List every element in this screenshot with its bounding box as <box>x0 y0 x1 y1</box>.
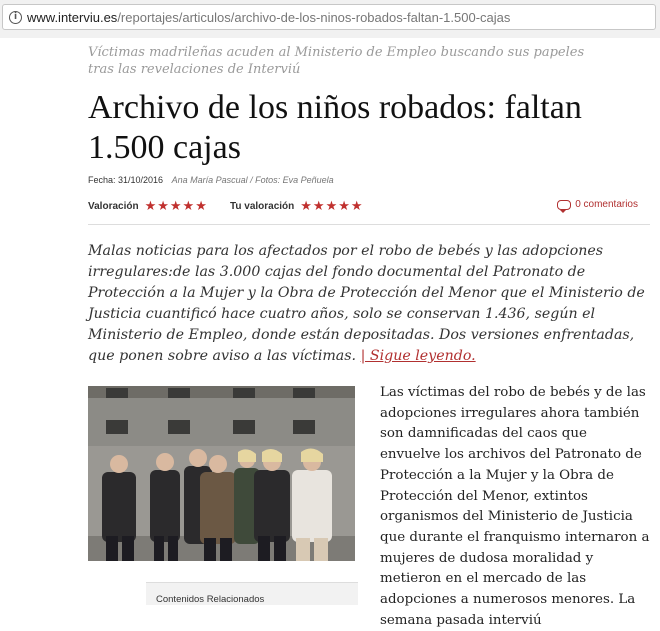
url-path: /reportajes/articulos/archivo-de-los-ninos-robados-faltan-1.500-cajas <box>117 9 511 25</box>
comments-link[interactable] <box>557 199 638 210</box>
url-text[interactable] <box>27 10 510 25</box>
article-photo <box>88 386 355 561</box>
article-meta <box>88 175 334 185</box>
article-lead <box>88 241 653 367</box>
article-author: Ana María Pascual / Fotos: Eva Peñuela <box>171 175 334 185</box>
user-rating-label: Tu valoración <box>230 201 295 212</box>
address-bar[interactable] <box>2 4 656 30</box>
read-more-link[interactable]: | Sigue leyendo. <box>360 348 476 364</box>
lead-text: Malas noticias para los afectados por el robo de bebés y las adopciones irregulares:de las 3.000 cajas del fondo documental del Patronato de Protección a la Mujer y la Obra de Protección del Menor que el Ministerio de Justicia cuantificó hace cuatro años, solo se conservan 1.436, según el Ministerio de Empleo, donde están depositadas. Dos versiones enfrentadas, que ponen sobre aviso a las víctimas. <box>88 243 645 364</box>
article-title: Archivo de los niños robados: faltan 1.500 cajas <box>88 89 582 166</box>
comments-count: 0 comentarios <box>575 199 638 210</box>
rating-label: Valoración <box>88 201 139 212</box>
divider <box>88 224 650 225</box>
article-body: Las víctimas del robo de bebés y de las adopciones irregulares ahora también son damnificadas del caos que envuelve los archivos del Patronato de Protección a la Mujer y la Obra de Protección del Menor, extintos organismos del Ministerio de Justicia que durante el franquismo internaron a mujeres de dudosa moralidad y metieron en el mercado de las adopciones a numerosos menores. La semana pasada interviú <box>380 385 650 628</box>
related-content-box <box>146 582 358 605</box>
article-kicker: Víctimas madrileñas acuden al Ministerio de Empleo buscando sus papeles tras las revelaciones de Interviú <box>88 45 585 77</box>
user-rating-stars-icon[interactable]: ★★★★★ <box>300 199 364 214</box>
browser-toolbar <box>0 0 660 38</box>
rating-stars-icon: ★★★★★ <box>144 199 208 214</box>
url-host: www.interviu.es <box>27 9 118 25</box>
rating-bar <box>88 199 648 215</box>
speech-bubble-icon <box>557 200 571 210</box>
related-heading: Contenidos Relacionados <box>156 594 265 605</box>
group-photo-image <box>88 386 355 561</box>
article-rating <box>88 199 208 214</box>
info-icon[interactable]: i <box>9 11 22 24</box>
user-rating[interactable] <box>230 199 364 214</box>
article-date: Fecha: 31/10/2016 <box>88 175 164 185</box>
